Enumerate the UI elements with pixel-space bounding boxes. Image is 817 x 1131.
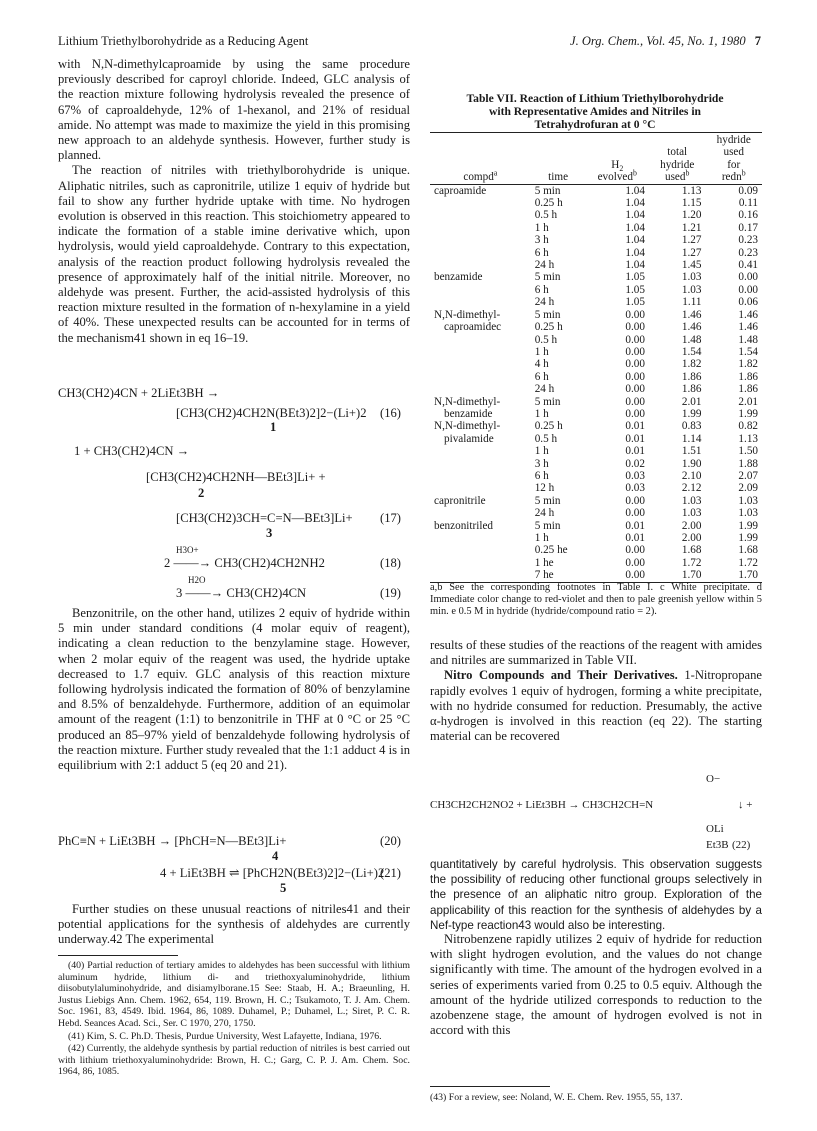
cell-time: 24 h (534, 296, 555, 309)
cell-time: 0.5 h (534, 432, 558, 445)
cell-total-hydride: 1.82 (681, 358, 702, 371)
journal-citation: J. Org. Chem., Vol. 45, No. 1, 1980 (570, 34, 746, 48)
table-row (430, 309, 762, 321)
cell-total-hydride: 1.86 (681, 370, 702, 383)
cell-reduction: 1.50 (738, 445, 758, 458)
cell-reduction: 0.17 (738, 221, 758, 234)
cell-time: 6 h (534, 283, 549, 296)
table-row (430, 495, 762, 507)
footnote: (41) Kim, S. C. Ph.D. Thesis, Purdue University, West Lafayette, Indiana, 1976. (68, 1030, 382, 1042)
cell-h2: 0.00 (625, 383, 645, 396)
table-row (430, 507, 762, 519)
table-body (430, 184, 762, 582)
cell-total-hydride: 1.03 (681, 507, 702, 520)
cell-reduction: 1.03 (738, 494, 758, 507)
cell-compound (430, 247, 531, 259)
cell-total-hydride: 1.86 (681, 383, 702, 396)
cell-compound: N,N-dimethyl- (434, 420, 501, 433)
cell-compound: benzamide (444, 407, 493, 420)
cell-time: 5 min (534, 271, 561, 284)
cell-compound: capronitrile (434, 494, 486, 507)
cell-time: 0.5 h (534, 209, 558, 222)
cell-h2: 0.01 (625, 532, 645, 544)
table-row (430, 271, 762, 283)
cell-reduction: 1.46 (738, 321, 758, 334)
cell-reduction: 0.00 (738, 271, 758, 284)
compound-label: 5 (280, 881, 287, 895)
cell-h2: 1.04 (625, 246, 645, 259)
equation-18-reagent: H3O+ (176, 545, 199, 555)
cell-compound (430, 557, 531, 569)
cell-h2: 0.01 (625, 519, 645, 532)
equation-17-line2: [CH3(CH2)4CH2NH—BEt3]Li+ + (146, 470, 326, 484)
compound-label: 1 (270, 420, 277, 434)
cell-compound (430, 371, 531, 383)
equation-16-line1: CH3(CH2)4CN + 2LiEt3BH → (58, 386, 220, 400)
cell-h2: 1.04 (625, 234, 645, 247)
column-header-time: time (548, 171, 569, 184)
cell-compound (430, 334, 531, 346)
cell-time: 6 h (534, 469, 549, 482)
table-row (430, 358, 762, 370)
cell-compound (430, 569, 531, 582)
cell-reduction: 1.82 (738, 358, 758, 371)
table-row (430, 234, 762, 246)
cell-compound (430, 197, 531, 209)
cell-total-hydride: 1.21 (681, 221, 702, 234)
table-row (430, 396, 762, 408)
cell-h2: 0.01 (625, 432, 645, 445)
table-row (430, 520, 762, 532)
equation-22-number: (22) (732, 839, 751, 851)
equation-20-number: (20) (380, 834, 401, 848)
cell-time: 5 min (534, 184, 561, 197)
cell-reduction: 1.70 (738, 569, 758, 582)
cell-total-hydride: 1.51 (681, 445, 702, 458)
compound-label: 3 (266, 526, 273, 540)
table-row (430, 445, 762, 457)
cell-h2: 0.00 (625, 333, 645, 346)
cell-h2: 0.01 (625, 420, 645, 433)
cell-time: 1 he (534, 556, 554, 569)
paragraph: Further studies on these unusual reactions of nitriles41 and their potential applications for the synthesis of aldehydes are currently underway.42 The experimental (58, 902, 410, 947)
footnote: (43) For a review, see: Noland, W. E. Chem. Rev. 1955, 55, 137. (430, 1092, 683, 1103)
cell-total-hydride: 1.90 (681, 457, 702, 470)
cell-total-hydride: 1.14 (681, 432, 702, 445)
cell-time: 1 h (534, 445, 549, 458)
cell-time: 4 h (534, 358, 549, 371)
equation-16-number: (16) (380, 406, 401, 420)
column-header-compound: compd$^a$ (463, 168, 498, 184)
cell-time: 5 min (534, 395, 561, 408)
right-column-middle (430, 857, 762, 933)
cell-compound (430, 222, 531, 234)
cell-compound: caproamide (434, 184, 487, 197)
cell-h2: 1.05 (625, 283, 645, 296)
cell-h2: 0.00 (625, 556, 645, 569)
compound-label: 4 (272, 849, 279, 863)
table-row (430, 458, 762, 470)
table-vii (430, 134, 762, 583)
cell-total-hydride: 1.27 (681, 246, 702, 259)
footnote-rule (58, 955, 178, 956)
cell-time: 3 h (534, 457, 549, 470)
equation-22-byproduct: Et3B (706, 839, 729, 851)
equation-22: CH3CH2CH2NO2 + LiEt3BH → CH3CH2CH=N (430, 799, 654, 811)
table-row (430, 259, 762, 271)
left-column-bottom (58, 902, 410, 948)
cell-h2: 0.01 (625, 445, 645, 458)
table-row (430, 383, 762, 395)
equation-22-precipitate: ↓ + (738, 799, 753, 811)
footnote-rule (430, 1086, 550, 1087)
cell-reduction: 2.07 (738, 469, 758, 482)
cell-h2: 0.00 (625, 507, 645, 520)
cell-reduction: 0.16 (738, 209, 758, 222)
cell-total-hydride: 1.03 (681, 271, 702, 284)
cell-h2: 1.04 (625, 209, 645, 222)
cell-h2: 1.04 (625, 221, 645, 234)
cell-compound (430, 544, 531, 556)
cell-compound (430, 482, 531, 494)
cell-h2: 0.03 (625, 482, 645, 495)
cell-total-hydride: 1.72 (681, 556, 702, 569)
table-row (430, 321, 762, 333)
cell-reduction: 1.99 (738, 532, 758, 544)
right-column-top (430, 638, 762, 744)
cell-h2: 0.00 (625, 494, 645, 507)
cell-reduction: 1.86 (738, 370, 758, 383)
cell-h2: 0.00 (625, 370, 645, 383)
table-row (430, 371, 762, 383)
table-row (430, 408, 762, 420)
cell-reduction: 1.99 (738, 407, 758, 420)
cell-time: 0.25 h (534, 321, 563, 334)
cell-time: 5 min (534, 494, 561, 507)
equation-21-number: (21) (380, 866, 401, 880)
paragraph (430, 668, 762, 744)
table-row (430, 346, 762, 358)
cell-time: 1 h (534, 221, 549, 234)
cell-h2: 1.05 (625, 271, 645, 284)
cell-time: 7 he (534, 569, 554, 582)
left-column-top (58, 57, 410, 346)
equation-19-reagent: H2O (188, 575, 206, 585)
cell-time: 1 h (534, 532, 549, 544)
cell-compound (430, 445, 531, 457)
cell-time: 24 h (534, 507, 555, 520)
equation-17-number: (17) (380, 511, 401, 525)
cell-time: 24 h (534, 383, 555, 396)
cell-compound (430, 209, 531, 221)
paragraph: Benzonitrile, on the other hand, utilizes 2 equiv of hydride within 5 min under standard conditions (4 molar equiv of reagent), indicating a clean reduction to the benzylamine stage. However, when 2 molar equiv of the reagent was used, the hydride uptake decreased to 1.7 equiv. GLC analysis of this reaction mixture following hydrolysis indicated the formation of 80% of benzylamine and 8.5% of benzaldehyde. Furthermore, addition of an equimolar amount of the reagent (1:1) to benzonitrile in THF at 0 °C or 25 °C produced an 85–97% yield of benzaldehyde following hydrolysis of the reaction mixture. Further study revealed that the 1:1 adduct 4 is in equilibrium with 2:1 adduct 5 (eq 20 and 21). (58, 606, 410, 773)
cell-time: 6 h (534, 370, 549, 383)
cell-total-hydride: 1.03 (681, 494, 702, 507)
equation-20: PhC≡N + LiEt3BH → [PhCH=N—BEt3]Li+ (58, 834, 287, 848)
table-row (430, 247, 762, 259)
cell-h2: 0.00 (625, 358, 645, 371)
cell-reduction: 1.13 (738, 432, 758, 445)
table-row (430, 334, 762, 346)
cell-total-hydride: 1.46 (681, 321, 702, 334)
page-number: 7 (754, 34, 761, 48)
cell-total-hydride: 2.10 (681, 469, 702, 482)
table-row (430, 420, 762, 432)
table-title (430, 92, 760, 131)
compound-label: 2 (198, 486, 205, 500)
cell-total-hydride: 1.54 (681, 345, 702, 358)
cell-total-hydride: 1.13 (681, 184, 702, 197)
cell-compound (430, 346, 531, 358)
cell-compound (430, 259, 531, 271)
cell-compound (430, 383, 531, 395)
cell-total-hydride: 1.20 (681, 209, 702, 222)
cell-compound: benzamide (434, 271, 483, 284)
cell-reduction: 0.41 (738, 259, 758, 272)
cell-total-hydride: 1.11 (682, 296, 702, 309)
cell-h2: 1.04 (625, 184, 645, 197)
cell-reduction: 1.99 (738, 519, 758, 532)
equation-18-number: (18) (380, 556, 401, 570)
table-rule-top (430, 132, 762, 133)
cell-total-hydride: 1.15 (681, 197, 702, 210)
cell-total-hydride: 1.27 (681, 234, 702, 247)
cell-compound (430, 507, 531, 519)
cell-reduction: 0.23 (738, 246, 758, 259)
cell-compound: N,N-dimethyl- (434, 395, 501, 408)
cell-time: 0.25 he (534, 544, 568, 557)
table-row (430, 197, 762, 209)
cell-compound (430, 234, 531, 246)
cell-compound (430, 358, 531, 370)
cell-h2: 0.00 (625, 345, 645, 358)
cell-total-hydride: 1.48 (681, 333, 702, 346)
table-notes: a,b See the corresponding footnotes in Table I. c White precipitate. d Immediate color change to red-violet and then to pale greenish yellow within 5 min. e 0.5 M in hydride (hydride/compound ratio = 2). (430, 582, 762, 617)
running-header-title: Lithium Triethylborohydride as a Reducing Agent (58, 34, 309, 48)
cell-h2: 0.00 (625, 321, 645, 334)
cell-h2: 0.00 (625, 395, 645, 408)
cell-compound: pivalamide (444, 432, 494, 445)
cell-reduction: 1.68 (738, 544, 758, 557)
cell-total-hydride: 1.46 (681, 308, 702, 321)
cell-compound: benzonitriled (434, 519, 494, 532)
cell-total-hydride: 1.45 (681, 259, 702, 272)
footnote: (42) Currently, the aldehyde synthesis by partial reduction of nitriles is best carried out with lithium triethoxyaluminohydride: Brown, H. C.; Garg, C. P. J. Am. Chem. Soc. 1964, 86, 1085. (58, 1043, 410, 1078)
cell-time: 5 min (534, 519, 561, 532)
cell-h2: 0.02 (625, 457, 645, 470)
cell-reduction: 2.01 (738, 395, 758, 408)
cell-h2: 0.00 (625, 407, 645, 420)
cell-time: 1 h (534, 345, 549, 358)
cell-total-hydride: 0.83 (681, 420, 702, 433)
cell-h2: 0.00 (625, 544, 645, 557)
cell-compound (430, 458, 531, 470)
column-header-total-hydride: total hydride used$^b$ (660, 146, 695, 184)
footnotes (58, 960, 410, 1079)
cell-reduction: 0.11 (738, 197, 758, 210)
paragraph: with N,N-dimethylcaproamide by using the same procedure previously described for caproyl chloride. Indeed, GLC analysis of the reaction mixture following hydrolysis revealed the presence of 67% of caproaldehyde, 12% of 1-hexanol, and 21% of residual amide. No attempt was made to maximize the yield in this promising new approach to an aldehyde synthesis. However, further study is planned. (58, 57, 410, 163)
cell-reduction: 0.82 (738, 420, 758, 433)
cell-compound: caproamidec (444, 321, 502, 334)
cell-total-hydride: 2.00 (681, 532, 702, 544)
table-row (430, 209, 762, 221)
table-row (430, 222, 762, 234)
equation-17-line3: [CH3(CH2)3CH=C=N—BEt3]Li+ (176, 511, 353, 525)
table-row (430, 296, 762, 308)
cell-reduction: 1.54 (738, 345, 758, 358)
table-title-line: Tetrahydrofuran at 0 °C (534, 118, 656, 131)
paragraph: Nitrobenzene rapidly utilizes 2 equiv of hydride for reduction with slight hydrogen evolution, and the values do not change significantly with time. The amount of the hydrogen evolved in a series of experiments varied from 0.25 to 0.5 equiv. Although the amount of the hydride utilized corresponds to reduction to the azobenzene stage, the amount of hydrogen evolved is not in accord with this (430, 932, 762, 1038)
cell-time: 0.25 h (534, 420, 563, 433)
cell-total-hydride: 2.01 (681, 395, 702, 408)
table-title-line: with Representative Amides and Nitriles in (488, 105, 701, 118)
table-row (430, 557, 762, 569)
cell-h2: 0.00 (625, 308, 645, 321)
paragraph: quantitatively by careful hydrolysis. This observation suggests the possibility of reducing other functional groups selectively in the presence of an aliphatic nitro group. Exploration of the applicability of this reaction for the synthesis of aldehydes by a Nef-type reaction43 would also be interesting. (430, 858, 762, 932)
cell-compound: N,N-dimethyl- (434, 308, 501, 321)
cell-reduction: 1.03 (738, 507, 758, 520)
table-row (430, 433, 762, 445)
cell-h2: 1.04 (625, 259, 645, 272)
cell-time: 5 min (534, 308, 561, 321)
equation-18: 2 ——→ CH3(CH2)4CH2NH2 (164, 556, 325, 570)
cell-h2: 1.04 (625, 197, 645, 210)
running-header-journal (570, 34, 761, 49)
cell-reduction: 0.09 (738, 184, 758, 197)
paragraph: The reaction of nitriles with triethylborohydride is unique. Aliphatic nitriles, such as capronitrile, utilize 1 equiv of hydride but fail to show any further hydride uptake with time. No hydrogen evolution is observed in this reaction. This stoichiometry appeared to indicate the formation of a stable imine derivative which, upon hydrolysis, would yield caproaldehyde. Contrary to this expectation, analysis of the reaction product following hydrolysis revealed the presence of approximately half of the initial nitrile. Moreover, no aldehyde was present. Further, the acid-assisted hydrolysis of this reaction mixture resulted in the formation of n-hexylamine in a yield of 40%. These unexpected results can be accounted for in terms of the mechanism41 shown in eq 16–19. (58, 163, 410, 345)
table-row (430, 532, 762, 544)
cell-time: 12 h (534, 482, 555, 495)
cell-compound (430, 470, 531, 482)
cell-total-hydride: 1.99 (681, 407, 702, 420)
cell-total-hydride: 1.03 (681, 283, 702, 296)
cell-time: 24 h (534, 259, 555, 272)
table-row (430, 482, 762, 494)
cell-total-hydride: 2.12 (681, 482, 702, 495)
right-column-bottom (430, 932, 762, 1038)
equation-16-line2: [CH3(CH2)4CH2N(BEt3)2]2−(Li+)2 (176, 406, 367, 420)
cell-reduction: 0.23 (738, 234, 758, 247)
equation-19: 3 ——→ CH3(CH2)4CN (176, 586, 307, 600)
cell-time: 3 h (534, 234, 549, 247)
equation-22-oxide: O− (706, 773, 721, 785)
cell-compound (430, 532, 531, 544)
cell-reduction: 1.88 (738, 457, 758, 470)
cell-time: 0.5 h (534, 333, 558, 346)
cell-h2: 0.00 (625, 569, 645, 582)
cell-total-hydride: 1.70 (681, 569, 702, 582)
cell-reduction: 0.06 (738, 296, 758, 309)
cell-compound (430, 284, 531, 296)
paragraph: results of these studies of the reactions of the reagent with amides and nitriles are summarized in Table VII. (430, 638, 762, 668)
cell-total-hydride: 2.00 (681, 519, 702, 532)
column-header-reduction: hydride used for redn$^b$ (716, 134, 751, 184)
table-row (430, 284, 762, 296)
cell-reduction: 0.00 (738, 283, 758, 296)
cell-time: 1 h (534, 407, 549, 420)
cell-reduction: 1.46 (738, 308, 758, 321)
cell-h2: 0.03 (625, 469, 645, 482)
table-row (430, 569, 762, 582)
section-heading: Nitro Compounds and Their Derivatives. (444, 668, 678, 683)
cell-reduction: 2.09 (738, 482, 758, 495)
paragraph-text: 1-Nitropropane rapidly evolves 1 equiv of hydrogen, forming a white precipitate, with no hydride consumed for reduction. Presumably, the active α-hydrogen is involved in this reaction (eq 22). The starting material can be recovered (430, 668, 762, 744)
table-row (430, 184, 762, 197)
left-column-middle (58, 606, 410, 773)
cell-h2: 1.05 (625, 296, 645, 309)
cell-time: 0.25 h (534, 197, 563, 210)
cell-time: 6 h (534, 246, 549, 259)
equation-17-line1: 1 + CH3(CH2)4CN → (74, 444, 190, 458)
table-row (430, 544, 762, 556)
cell-total-hydride: 1.68 (681, 544, 702, 557)
cell-reduction: 1.86 (738, 383, 758, 396)
cell-reduction: 1.72 (738, 556, 758, 569)
equation-19-number: (19) (380, 586, 401, 600)
table-title-line: Table VII. Reaction of Lithium Triethylborohydride (466, 92, 724, 105)
table-row (430, 470, 762, 482)
equation-21: 4 + LiEt3BH ⇌ [PhCH2N(BEt3)2]2−(Li+)2 (160, 866, 385, 880)
column-header-h2: $H_2$ evolved$^b$ (597, 158, 637, 184)
footnote: (40) Partial reduction of tertiary amides to aldehydes has been successful with lithium aluminum hydride, lithium di- and triethoxyaluminohydride, lithium diisobutylaluminohydride, and disiamylborane.15 See: Staab, H. A.; Braeunling, H. Justus Liebigs Ann. Chem. 1962, 654, 119. Brown, H. C.; Tsukamoto, T. J. Am. Chem. Soc. 1961, 83, 4549. Ibid. 1964, 86, 1089. Duhamel, P.; Duhamel, L.; Siret, P. C. R. Hebd. Seances Acad. Sci., Ser. C 1970, 270, 1750. (58, 960, 410, 1029)
equation-22-oli: OLi (706, 823, 724, 835)
cell-compound (430, 296, 531, 308)
cell-reduction: 1.48 (738, 333, 758, 346)
